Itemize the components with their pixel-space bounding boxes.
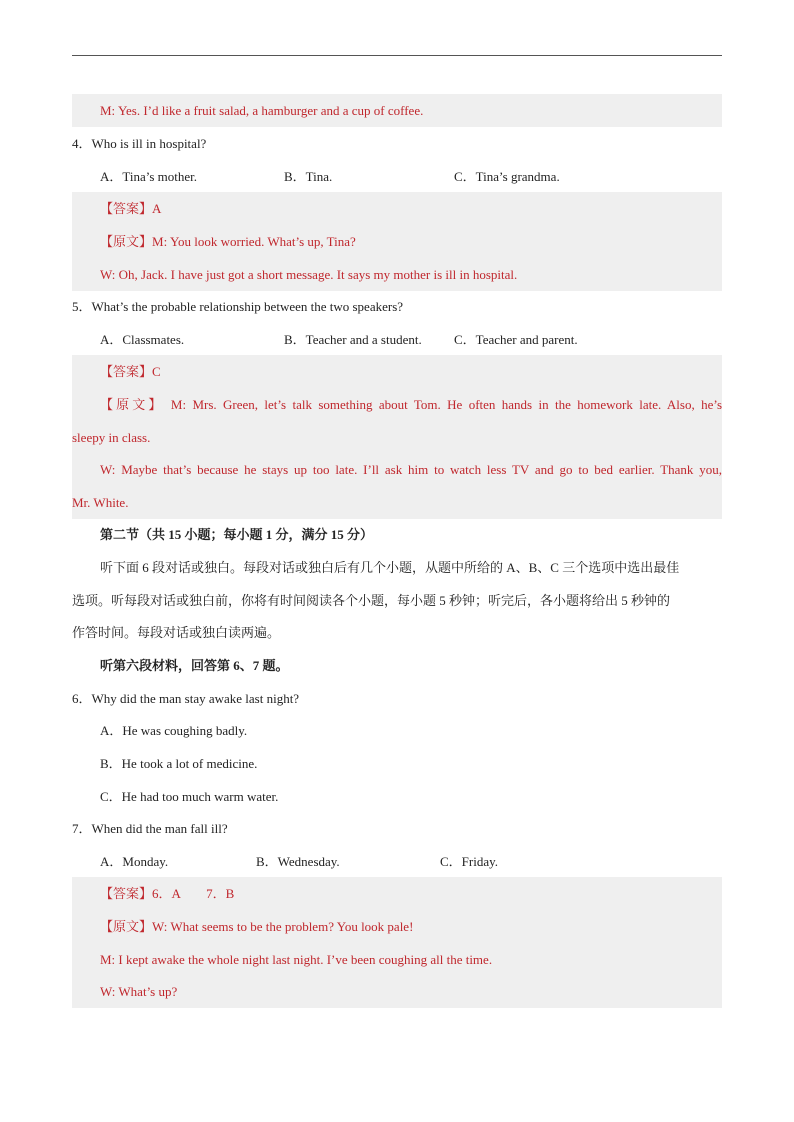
q5-question: 5．What’s the probable relationship between the two speakers?: [72, 299, 404, 314]
q6-option-b: B．He took a lot of medicine.: [100, 756, 258, 771]
q6-option-c: C．He had too much warm water.: [100, 789, 279, 804]
section2-heading: 第二节（共 15 小题；每小题 1 分，满分 15 分）: [100, 527, 374, 542]
q7-option-b: B．Wednesday.: [256, 854, 340, 869]
q5-script-2a: W: Maybe that’s because he stays up too late. I’ll ask him to watch less TV and go to bed earlier. Thank you,: [72, 453, 722, 486]
section2-instructions-2: 选项。听每段对话或独白前，你将有时间阅读各个小题，每小题 5 秒钟；听完后，各小题将给出 5 秒钟的: [72, 593, 671, 608]
q4-options: [72, 160, 722, 193]
q4-option-c: C．Tina’s grandma.: [454, 169, 560, 184]
q4-option-b: B．Tina.: [284, 169, 333, 184]
section2-instructions-1: 听下面 6 段对话或独白。每段对话或独白后有几个小题，从题中所给的 A、B、C 三个选项中选出最佳: [100, 560, 680, 575]
q5-script-1b: sleepy in class.: [72, 421, 722, 454]
q4-question: 4．Who is ill in hospital?: [72, 136, 207, 151]
q4-script-1: 【原文】M: You look worried. What’s up, Tina?: [72, 225, 722, 258]
q6-option-a: A．He was coughing badly.: [100, 723, 248, 738]
section2-instructions-3: 作答时间。每段对话或独白读两遍。: [72, 625, 281, 640]
q5-option-a: A．Classmates.: [100, 332, 185, 347]
header-rule: [72, 55, 722, 56]
q4-answer: 【答案】A: [72, 192, 722, 225]
q5-option-b: B．Teacher and a student.: [284, 332, 422, 347]
q5-script-1a: 【原文】 M: Mrs. Green, let’s talk something about Tom. He often hands in the homework late. Also, he’s: [72, 388, 722, 421]
q7-option-a: A．Monday.: [100, 854, 169, 869]
q5-script-2b: Mr. White.: [72, 486, 722, 519]
q7-options: [72, 845, 722, 878]
q7-option-c: C．Friday.: [440, 854, 499, 869]
q4-script-2: W: Oh, Jack. I have just got a short message. It says my mother is ill in hospital.: [72, 258, 722, 291]
q67-script-3: W: What’s up?: [72, 975, 722, 1008]
q3-script-line: M: Yes. I’d like a fruit salad, a hamburger and a cup of coffee.: [72, 94, 722, 127]
section2-subheading: 听第六段材料，回答第 6、7 题。: [100, 658, 289, 673]
q7-question: 7．When did the man fall ill?: [72, 821, 228, 836]
q5-option-c: C．Teacher and parent.: [454, 332, 578, 347]
q5-options: [72, 323, 722, 356]
q6-question: 6．Why did the man stay awake last night?: [72, 691, 300, 706]
q5-answer: 【答案】C: [72, 355, 722, 388]
q67-answer: 【答案】6．A 7．B: [72, 877, 722, 910]
q67-script-1: 【原文】W: What seems to be the problem? You look pale!: [72, 910, 722, 943]
q4-option-a: A．Tina’s mother.: [100, 169, 198, 184]
q67-script-2: M: I kept awake the whole night last night. I’ve been coughing all the time.: [72, 943, 722, 976]
